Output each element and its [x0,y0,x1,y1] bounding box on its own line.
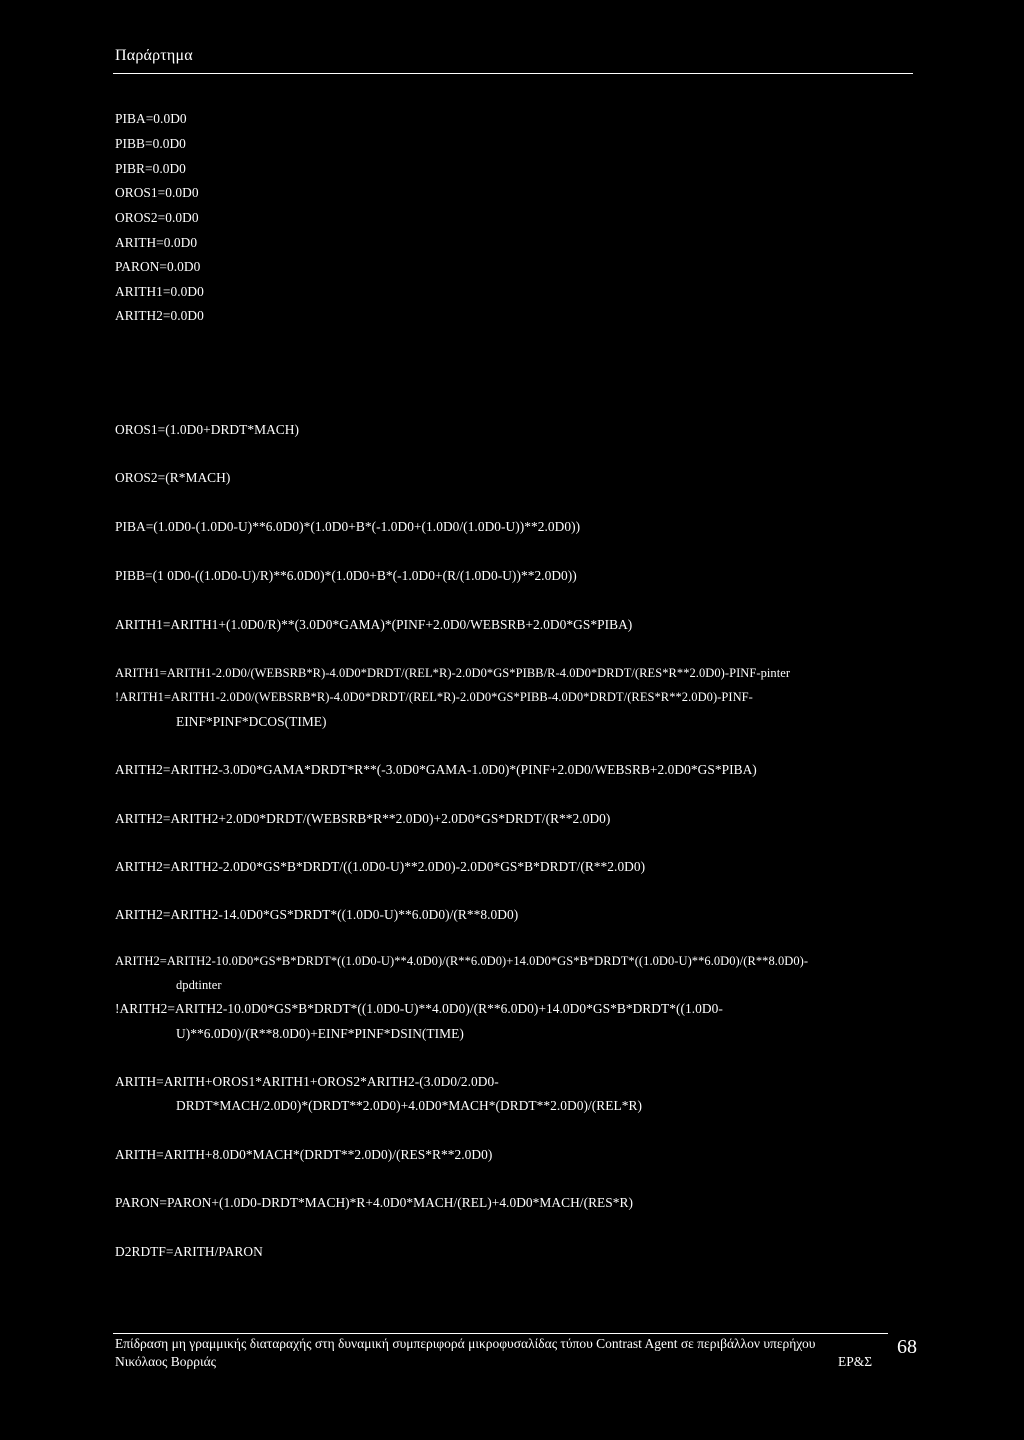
code-line: ARITH1=ARITH1+(1.0D0/R)**(3.0D0*GAMA)*(PINF+2.0D0/WEBSRB+2.0D0*GS*PIBA) [115,617,633,632]
code-line: !ARITH1=ARITH1-2.0D0/(WEBSRB*R)-4.0D0*DRDT/(REL*R)-2.0D0*GS*PIBB-4.0D0*DRDT/(RES*R**2.0D0)-PINF- [115,690,753,704]
code-line: ARITH2=ARITH2-3.0D0*GAMA*DRDT*R**(-3.0D0*GAMA-1.0D0)*(PINF+2.0D0/WEBSRB+2.0D0*GS*PIBA) [115,762,757,777]
code-line: OROS2=(R*MACH) [115,470,231,485]
footer-tag: ΕΡ&Σ [838,1354,873,1369]
code-line: ARITH2=0.0D0 [115,308,204,323]
code-line: OROS1=0.0D0 [115,185,199,200]
code-line: D2RDTF=ARITH/PARON [115,1244,263,1259]
page-number: 68 [897,1336,917,1358]
code-line: PIBB=0.0D0 [115,136,186,151]
code-line: PARON=0.0D0 [115,259,201,274]
code-line: OROS2=0.0D0 [115,210,199,225]
footer-divider [113,1333,888,1334]
code-line: ARITH2=ARITH2-10.0D0*GS*B*DRDT*((1.0D0-U)**4.0D0)/(R**6.0D0)+14.0D0*GS*B*DRDT*((1.0D0-U)**6.0D0)/(R**8.0D0)- [115,954,809,968]
page-title: Παράρτημα [115,47,193,64]
code-line: !ARITH2=ARITH2-10.0D0*GS*B*DRDT*((1.0D0-U)**4.0D0)/(R**6.0D0)+14.0D0*GS*B*DRDT*((1.0D0- [115,1001,723,1016]
code-line: PIBA=(1.0D0-(1.0D0-U)**6.0D0)*(1.0D0+B*(-1.0D0+(1.0D0/(1.0D0-U))**2.0D0)) [115,519,581,534]
footer-author: Νικόλαος Βορριάς [115,1354,217,1369]
code-line: PIBB=(1 0D0-((1.0D0-U)/R)**6.0D0)*(1.0D0+B*(-1.0D0+(R/(1.0D0-U))**2.0D0)) [115,568,577,583]
code-line: ARITH2=ARITH2-14.0D0*GS*DRDT*((1.0D0-U)**6.0D0)/(R**8.0D0) [115,907,519,922]
footer-thesis-title: Επίδραση μη γραμμικής διαταραχής στη δυναμική συμπεριφορά μικροφυσαλίδας τύπου Contrast Agent σε περιβάλλον υπερήχου [115,1336,816,1351]
code-line: PIBA=0.0D0 [115,111,187,126]
code-line: ARITH1=ARITH1-2.0D0/(WEBSRB*R)-4.0D0*DRDT/(REL*R)-2.0D0*GS*PIBB/R-4.0D0*DRDT/(RES*R**2.0D0)-PINF-pinter [115,666,791,680]
code-line: DRDT*MACH/2.0D0)*(DRDT**2.0D0)+4.0D0*MACH*(DRDT**2.0D0)/(REL*R) [176,1098,642,1113]
code-line: PARON=PARON+(1.0D0-DRDT*MACH)*R+4.0D0*MACH/(REL)+4.0D0*MACH/(RES*R) [115,1195,634,1210]
code-line: ARITH2=ARITH2+2.0D0*DRDT/(WEBSRB*R**2.0D0)+2.0D0*GS*DRDT/(R**2.0D0) [115,811,611,826]
code-line: ARITH=ARITH+OROS1*ARITH1+OROS2*ARITH2-(3.0D0/2.0D0- [115,1074,499,1089]
code-line: ARITH=ARITH+8.0D0*MACH*(DRDT**2.0D0)/(RES*R**2.0D0) [115,1147,493,1162]
header-divider [113,73,913,74]
code-line: dpdtinter [176,978,222,992]
code-line: ARITH2=ARITH2-2.0D0*GS*B*DRDT/((1.0D0-U)**2.0D0)-2.0D0*GS*B*DRDT/(R**2.0D0) [115,859,646,874]
code-line: ARITH1=0.0D0 [115,284,204,299]
code-line: EINF*PINF*DCOS(TIME) [176,714,327,729]
code-line: U)**6.0D0)/(R**8.0D0)+EINF*PINF*DSIN(TIME) [176,1026,464,1041]
code-line: OROS1=(1.0D0+DRDT*MACH) [115,422,300,437]
code-line: PIBR=0.0D0 [115,161,186,176]
code-line: ARITH=0.0D0 [115,235,198,250]
